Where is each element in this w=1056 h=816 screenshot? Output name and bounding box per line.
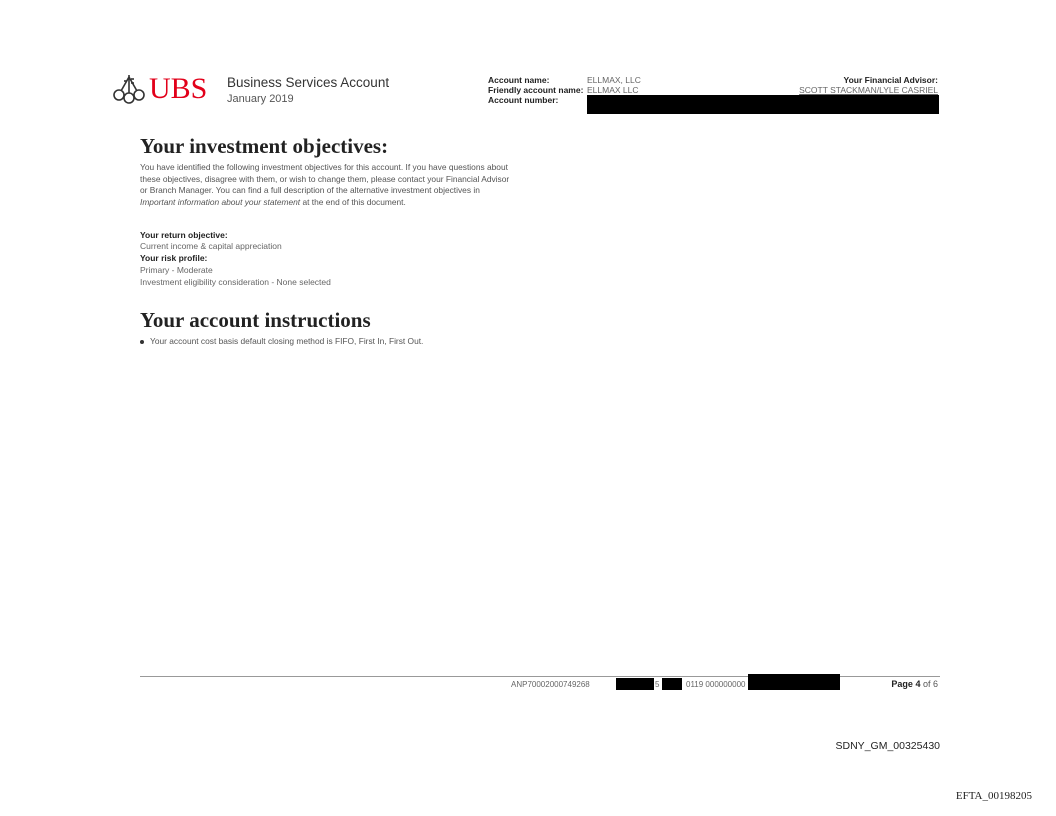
risk-profile-value: Primary - Moderate xyxy=(140,265,213,275)
page-total: of 6 xyxy=(922,679,938,689)
brand-wordmark: UBS xyxy=(149,72,208,105)
objectives-description xyxy=(140,162,512,208)
financial-advisor-label: Your Financial Advisor: xyxy=(843,75,938,85)
page-current: 4 xyxy=(915,679,921,689)
return-objective-value: Current income & capital appreciation xyxy=(140,241,282,251)
instruction-text: Your account cost basis default closing method is FIFO, First In, First Out. xyxy=(150,336,424,346)
footer-redaction-2 xyxy=(662,678,682,690)
page-prefix: Page xyxy=(891,679,913,689)
instruction-list-item xyxy=(140,336,423,346)
return-objective-label: Your return objective: xyxy=(140,230,228,240)
bullet-icon xyxy=(140,340,144,344)
footer-document-code: ANP70002000749268 xyxy=(511,680,590,689)
ubs-logo xyxy=(112,72,224,106)
account-name-value: ELLMAX, LLC xyxy=(587,75,641,85)
investment-objectives-heading: Your investment objectives: xyxy=(140,134,389,158)
friendly-account-name-value: ELLMAX LLC xyxy=(587,85,639,95)
account-number-redaction xyxy=(587,95,939,114)
footer-redaction-1 xyxy=(616,678,654,690)
statement-date: January 2019 xyxy=(227,93,294,105)
objectives-text-1: You have identified the following investment objectives for this account. If you have questions about these objectives, disagree with them, or wish to change them, please contact your Financial Advisor or Branch Manager. You can find a full description of the alternative investment objectives in xyxy=(140,162,510,196)
objectives-text-2: at the end of this document. xyxy=(300,196,406,207)
eligibility-consideration: Investment eligibility consideration - None selected xyxy=(140,277,331,287)
footer-code-sequence: 0119 000000000 xyxy=(686,680,746,689)
account-instructions-heading: Your account instructions xyxy=(140,308,371,332)
account-number-label: Account number: xyxy=(488,95,559,105)
account-name-label: Account name: xyxy=(488,75,550,85)
ubs-keys-icon xyxy=(112,72,146,104)
risk-profile-label: Your risk profile: xyxy=(140,253,208,263)
efta-number: EFTA_00198205 xyxy=(955,790,1032,802)
bates-number: SDNY_GM_00325430 xyxy=(835,740,940,752)
financial-advisor-value: SCOTT STACKMAN/LYLE CASRIEL xyxy=(799,85,938,95)
objectives-text-italic: Important information about your statement xyxy=(140,196,301,207)
footer-redaction-3 xyxy=(748,674,840,690)
document-title: Business Services Account xyxy=(227,75,390,90)
friendly-account-name-label: Friendly account name: xyxy=(488,85,584,95)
page-number xyxy=(891,679,938,689)
footer-code-part: 5 xyxy=(655,680,660,689)
